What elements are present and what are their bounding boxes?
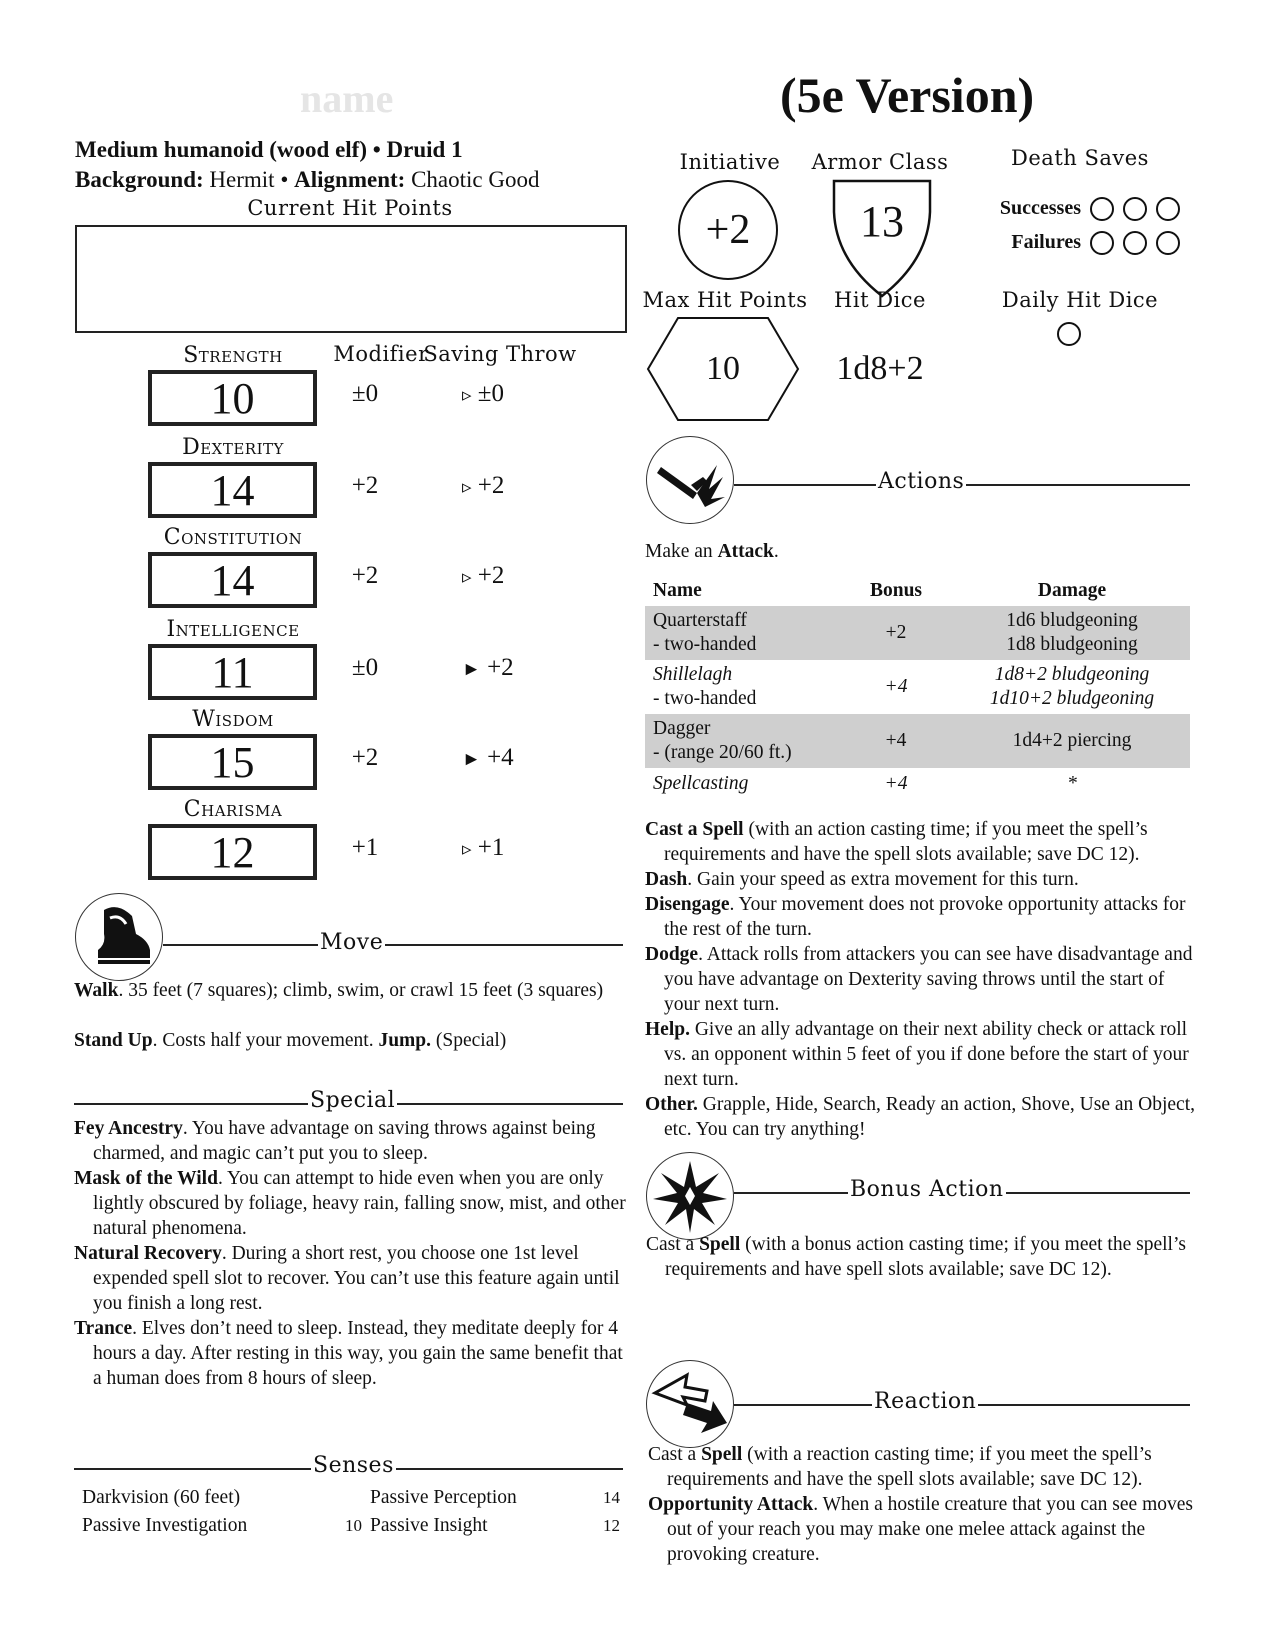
special-item: Trance. Elves don’t need to sleep. Instead, they meditate deeply for 4 hours a day. After resting in this way, you gain the same benefit that a human does from 8 hours of sleep.	[74, 1318, 623, 1389]
action-item: Disengage. Your movement does not provoke opportunity attacks for the rest of the turn.	[645, 894, 1186, 940]
strength-proficiency-mark: ▹	[462, 385, 472, 406]
constitution-score: 14	[148, 552, 317, 608]
charisma-proficiency-mark: ▹	[462, 839, 472, 860]
attack-note: - two-handed	[653, 688, 757, 709]
failure-circle[interactable]	[1156, 231, 1180, 255]
wisdom-label: Wisdom	[192, 707, 274, 732]
bonus-action-title: Bonus Action	[850, 1177, 1004, 1202]
wisdom-proficiency-mark: ►	[462, 749, 481, 770]
attack-bonus: +4	[885, 730, 907, 751]
daily-hit-dice-label: Daily Hit Dice	[1001, 288, 1159, 312]
bonus-action-text: Cast a Spell (with a bonus action casting time; if you meet the spell’s requirements and have spell slots available; save DC 12).	[646, 1234, 1186, 1280]
col-name: Name	[653, 580, 702, 601]
action-list	[645, 817, 1195, 1142]
attack-bonus: +2	[885, 622, 907, 643]
attack-name: Spellcasting	[653, 773, 749, 794]
daily-hit-dice-circle[interactable]	[1057, 322, 1081, 346]
modifier-label: Modifier	[333, 342, 429, 366]
intelligence-label: Intelligence	[166, 617, 300, 642]
passive-perception-label: Passive Perception	[370, 1487, 517, 1508]
dexterity-modifier: +2	[351, 472, 379, 499]
strength-score: 10	[148, 370, 317, 426]
version-title: (5e Version)	[780, 67, 1035, 123]
actions-title: Actions	[878, 469, 965, 494]
passive-investigation-label: Passive Investigation	[82, 1515, 248, 1536]
action-item: Other. Grapple, Hide, Search, Ready an action, Shove, Use an Object, etc. You can try anything!	[645, 1094, 1195, 1140]
strength-label: Strength	[183, 343, 283, 368]
attack-table	[645, 576, 1190, 800]
hit-dice-label: Hit Dice	[834, 288, 926, 312]
reaction-item: Opportunity Attack. When a hostile creature that you can see moves out of your reach you may make one melee attack against the provoking creature.	[648, 1494, 1193, 1565]
special-item: Fey Ancestry. You have advantage on saving throws against being charmed, and magic can’t put you to sleep.	[74, 1118, 596, 1164]
constitution-label: Constitution	[163, 525, 303, 550]
success-circle[interactable]	[1156, 197, 1180, 221]
charisma-score: 12	[148, 824, 317, 880]
saving-throw-label: Saving Throw	[423, 342, 577, 366]
constitution-proficiency-mark: ▹	[462, 567, 472, 588]
attack-damage-alt: 1d10+2 bludgeoning	[989, 688, 1155, 709]
attack-damage: 1d8+2 bludgeoning	[994, 664, 1150, 685]
wisdom-saving-throw: ► +4	[462, 744, 514, 771]
attack-note: - two-handed	[653, 634, 757, 655]
passive-insight-label: Passive Insight	[370, 1515, 488, 1536]
success-circle[interactable]	[1090, 197, 1114, 221]
attack-name: Shillelagh	[653, 664, 733, 685]
strength-saving-throw: ▹ ±0	[462, 380, 505, 407]
passive-perception-value: 14	[603, 1488, 620, 1507]
reaction-title: Reaction	[874, 1389, 977, 1414]
charisma-label: Charisma	[183, 797, 283, 822]
action-item: Help. Give an ally advantage on their next ability check or attack roll vs. an opponent within 5 feet of you if done before the start of your next turn.	[645, 1019, 1189, 1090]
success-circle[interactable]	[1123, 197, 1147, 221]
darkvision: Darkvision (60 feet)	[82, 1487, 241, 1508]
attack-damage: 1d4+2 piercing	[1012, 730, 1132, 751]
death-saves-label: Death Saves	[1011, 146, 1149, 170]
failure-circle[interactable]	[1123, 231, 1147, 255]
death-save-failures: Failures	[960, 231, 1180, 255]
constitution-modifier: +2	[351, 562, 379, 589]
special-item: Natural Recovery. During a short rest, you choose one 1st level expended spell slot to recover. You can’t use this feature again until you finish a long rest.	[74, 1243, 620, 1314]
dexterity-score: 14	[148, 462, 317, 518]
dexterity-label: Dexterity	[182, 435, 284, 460]
armor-class-value: 13	[860, 197, 904, 246]
armor-class-label: Armor Class	[811, 150, 949, 174]
action-item: Cast a Spell (with an action casting time; if you meet the spell’s requirements and have the spell slots available; save DC 12).	[645, 819, 1148, 865]
walk-text: Walk. 35 feet (7 squares); climb, swim, or crawl 15 feet (3 squares)	[74, 980, 604, 1001]
failure-circle[interactable]	[1090, 231, 1114, 255]
attack-damage: *	[1067, 773, 1077, 794]
reaction-list	[648, 1442, 1193, 1567]
reaction-item: Cast a Spell (with a reaction casting time; if you meet the spell’s requirements and have the spell slots available; save DC 12).	[648, 1444, 1152, 1490]
col-damage: Damage	[1037, 580, 1107, 601]
special-item: Mask of the Wild. You can attempt to hide even when you are only lightly obscured by foliage, heavy rain, falling snow, mist, and other natural phenomena.	[74, 1168, 626, 1239]
attack-row	[645, 606, 1190, 660]
attack-row	[645, 660, 1190, 714]
current-hp-label: Current Hit Points	[247, 196, 453, 220]
background-line: Background: Hermit • Alignment: Chaotic Good	[75, 167, 540, 192]
strength-modifier: ±0	[351, 380, 379, 407]
intelligence-proficiency-mark: ►	[462, 659, 481, 680]
charisma-saving-throw: ▹ +1	[462, 834, 505, 861]
special-list	[74, 1116, 629, 1391]
character-name: name	[300, 76, 394, 121]
move-title: Move	[320, 930, 384, 955]
intelligence-saving-throw: ► +2	[462, 654, 514, 681]
wisdom-score: 15	[148, 734, 317, 790]
senses-table	[82, 1484, 620, 1540]
attack-damage: 1d6 bludgeoning	[1006, 610, 1138, 631]
hit-dice-value: 1d8+2	[836, 350, 924, 387]
current-hp-box[interactable]	[75, 225, 627, 333]
senses-title: Senses	[313, 1453, 394, 1478]
attack-bonus: +4	[884, 676, 908, 697]
standup-text: Stand Up. Costs half your movement. Jump. (Special)	[74, 1030, 507, 1051]
attack-note: - (range 20/60 ft.)	[653, 742, 792, 763]
action-item: Dodge. Attack rolls from attackers you can see have disadvantage and you have advantage on Dexterity saving throws until the start of your next turn.	[645, 944, 1193, 1015]
arrow-icon	[646, 1360, 734, 1448]
move-divider	[163, 944, 623, 946]
attack-name: Quarterstaff	[653, 610, 747, 631]
type-line: Medium humanoid (wood elf) • Druid 1	[75, 137, 463, 162]
dexterity-proficiency-mark: ▹	[462, 477, 472, 498]
attack-name: Dagger	[653, 718, 711, 739]
intelligence-score: 11	[148, 644, 317, 700]
attack-damage-alt: 1d8 bludgeoning	[1006, 634, 1138, 655]
constitution-saving-throw: ▹ +2	[462, 562, 505, 589]
intelligence-modifier: ±0	[351, 654, 379, 681]
passive-investigation-value: 10	[345, 1516, 362, 1535]
sword-icon	[646, 436, 734, 524]
starburst-icon	[646, 1152, 734, 1240]
initiative-label: Initiative	[679, 150, 781, 174]
boot-icon	[75, 893, 163, 981]
passive-insight-value: 12	[603, 1516, 620, 1535]
attack-row	[645, 714, 1190, 768]
attack-row	[645, 768, 1190, 800]
col-bonus: Bonus	[869, 580, 923, 601]
initiative-value: +2	[678, 180, 778, 280]
death-save-successes: Successes	[960, 197, 1180, 221]
actions-intro: Make an Attack.	[645, 541, 779, 562]
charisma-modifier: +1	[351, 834, 379, 861]
max-hp-value: 10	[706, 350, 740, 387]
special-title: Special	[310, 1088, 396, 1113]
wisdom-modifier: +2	[351, 744, 379, 771]
max-hp-label: Max Hit Points	[642, 288, 808, 312]
dexterity-saving-throw: ▹ +2	[462, 472, 505, 499]
attack-bonus: +4	[884, 773, 908, 794]
action-item: Dash. Gain your speed as extra movement for this turn.	[645, 869, 1079, 890]
